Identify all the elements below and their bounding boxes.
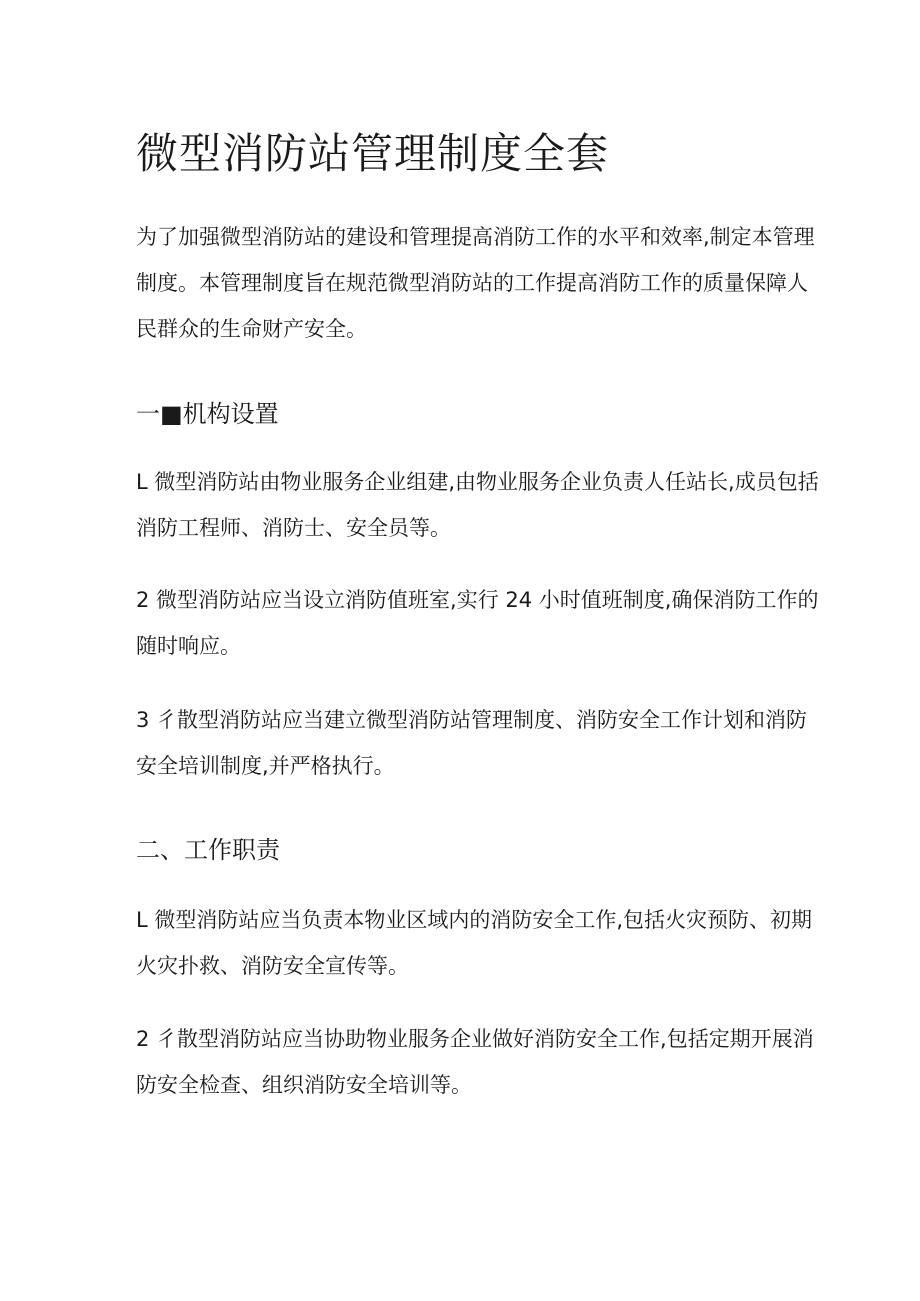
section-2-item-2 <box>136 1016 814 1108</box>
section-heading-duties: 二、工作职责 <box>136 836 280 864</box>
section-1-item-3 <box>136 697 808 789</box>
paragraph-line: 防安全检查、组织消防安全培训等。 <box>136 1073 472 1097</box>
section-1-item-2 <box>136 577 819 669</box>
paragraph-line: 2 微型消防站应当设立消防值班室,实行 24 小时值班制度,确保消防工作的 <box>136 588 819 612</box>
paragraph-line: 3 彳散型消防站应当建立微型消防站管理制度、消防安全工作计划和消防 <box>136 708 808 732</box>
intro-line: 民群众的生命财产安全。 <box>136 317 367 341</box>
section-heading-organization: 一■机构设置 <box>136 400 279 428</box>
paragraph-line: 2 彳散型消防站应当协助物业服务企业做好消防安全工作,包括定期开展消 <box>136 1027 814 1051</box>
paragraph-line: 安全培训制度,并严格执行。 <box>136 754 395 778</box>
paragraph-line: L 微型消防站由物业服务企业组建,由物业服务企业负责人任站长,成员包括 <box>136 470 819 494</box>
intro-paragraph <box>136 214 815 352</box>
intro-line: 为了加强微型消防站的建设和管理提高消防工作的水平和效率,制定本管理 <box>136 225 815 249</box>
intro-line: 制度。本管理制度旨在规范微型消防站的工作提高消防工作的质量保障人 <box>136 271 808 295</box>
section-1-item-1 <box>136 459 819 551</box>
paragraph-line: L 微型消防站应当负责本物业区域内的消防安全工作,包括火灾预防、初期 <box>136 908 813 932</box>
section-2-item-1 <box>136 897 813 989</box>
paragraph-line: 随时响应。 <box>136 634 241 658</box>
paragraph-line: 消防工程师、消防士、安全员等。 <box>136 516 451 540</box>
document-title: 微型消防站管理制度全套 <box>136 129 610 178</box>
paragraph-line: 火灾扑救、消防安全宣传等。 <box>136 954 409 978</box>
